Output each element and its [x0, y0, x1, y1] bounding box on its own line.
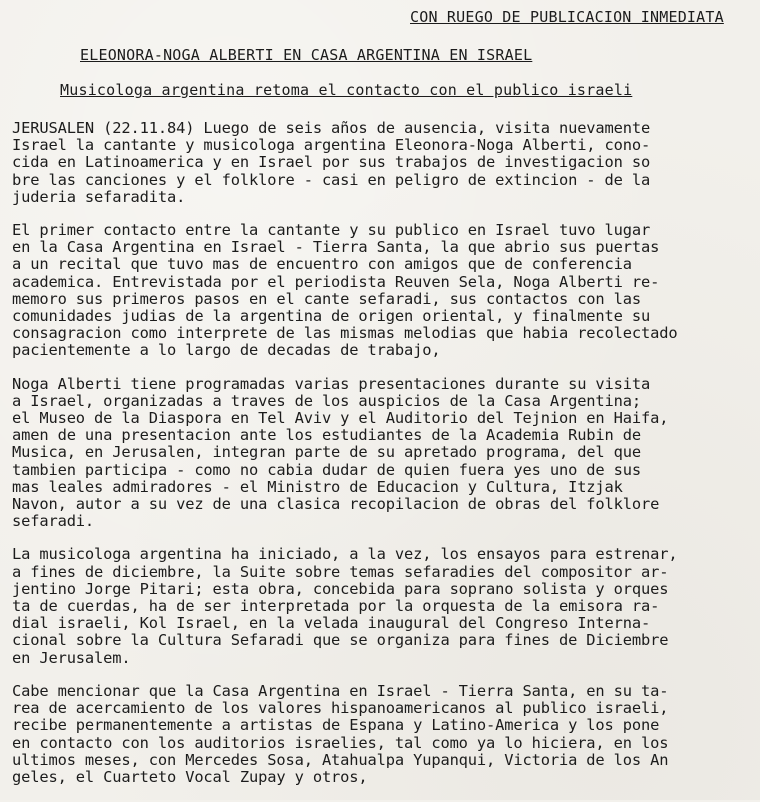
- text-line: en contacto con los auditorios israelies, tal como ya lo hiciera, en los: [12, 733, 669, 752]
- subheadline: Musicologa argentina retoma el contacto con el publico israeli: [60, 81, 633, 99]
- text-line: jentino Jorge Pitari; esta obra, concebida para soprano solista y orques: [12, 579, 669, 598]
- text-line: mas leales admiradores - el Ministro de Educacion y Cultura, Itzjak: [12, 477, 623, 496]
- text-line: Musica, en Jerusalen, integran parte de su apretado programa, del que: [12, 443, 642, 462]
- text-line: El primer contacto entre la cantante y su publico en Israel tuvo lugar: [12, 221, 651, 240]
- text-line: pacientemente a lo largo de decadas de trabajo,: [12, 341, 441, 360]
- text-line: ta de cuerdas, ha de ser interpretada por la orquesta de la emisora ra-: [12, 597, 660, 616]
- text-line: sefaradi.: [12, 512, 95, 531]
- text-line: bre las canciones y el folklore - casi en peligro de extincion - de la: [12, 170, 651, 189]
- text-line: memoro sus primeros pasos en el cante sefaradi, sus contactos con las: [12, 289, 642, 308]
- text-line: La musicologa argentina ha iniciado, a la vez, los ensayos para estrenar,: [12, 545, 678, 564]
- text-line: a Israel, organizadas a traves de los auspicios de la Casa Argentina;: [12, 391, 642, 410]
- text-line: Navon, autor a su vez de una clasica recopilacion de obras del folklore: [12, 495, 660, 514]
- text-line: cida en Latinoamerica y en Israel por sus trabajos de investigacion so: [12, 153, 651, 172]
- text-line: recibe permanentemente a artistas de Espana y Latino-America y los pone: [12, 716, 660, 735]
- text-line: geles, el Cuarteto Vocal Zupay y otros,: [12, 767, 368, 786]
- text-line: cional sobre la Cultura Sefaradi que se organiza para fines de Diciembre: [12, 631, 669, 650]
- text-line: Cabe mencionar que la Casa Argentina en Israel - Tierra Santa, en su ta-: [12, 681, 669, 700]
- text-line: en Jerusalem.: [12, 648, 131, 667]
- text-line: academica. Entrevistada por el periodista Reuven Sela, Noga Alberti re-: [12, 272, 660, 291]
- article-body: [12, 120, 757, 802]
- text-line: juderia sefaradita.: [12, 187, 186, 206]
- text-line: a fines de diciembre, la Suite sobre temas sefaradies del compositor ar-: [12, 562, 669, 581]
- paragraph-5: [12, 683, 757, 786]
- paragraph-2: [12, 222, 757, 360]
- text-line: tambien participa - como no cabia dudar de quien fuera yes uno de sus: [12, 460, 642, 479]
- paragraph-4: [12, 546, 757, 666]
- headline: ELEONORA-NOGA ALBERTI EN CASA ARGENTINA EN ISRAEL: [80, 46, 533, 64]
- text-line: comunidades judias de la argentina de origen oriental, y finalmente su: [12, 307, 651, 326]
- text-line: amen de una presentacion ante los estudiantes de la Academia Rubin de: [12, 426, 642, 445]
- text-line: el Museo de la Diaspora en Tel Aviv y el Auditorio del Tejnion en Haifa,: [12, 409, 669, 428]
- text-line: ultimos meses, con Mercedes Sosa, Atahualpa Yupanqui, Victoria de los An: [12, 750, 669, 769]
- paragraph-1: [12, 120, 757, 206]
- text-line: dial israeli, Kol Israel, en la velada inaugural del Congreso Interna-: [12, 614, 651, 633]
- publication-request-note: CON RUEGO DE PUBLICACION INMEDIATA: [410, 8, 724, 26]
- paragraph-3: [12, 376, 757, 531]
- text-line: Noga Alberti tiene programadas varias presentaciones durante su visita: [12, 374, 651, 393]
- text-line: a un recital que tuvo mas de encuentro con amigos que de conferencia: [12, 255, 632, 274]
- text-line: JERUSALEN (22.11.84) Luego de seis años de ausencia, visita nuevamente: [12, 119, 651, 137]
- text-line: consagracion como interprete de las mismas melodias que habia recolectado: [12, 324, 678, 343]
- text-line: en la Casa Argentina en Israel - Tierra Santa, la que abrio sus puertas: [12, 238, 660, 257]
- text-line: Israel la cantante y musicologa argentina Eleonora-Noga Alberti, cono-: [12, 136, 651, 155]
- text-line: rea de acercamiento de los valores hispanoamericanos al publico israeli,: [12, 699, 669, 718]
